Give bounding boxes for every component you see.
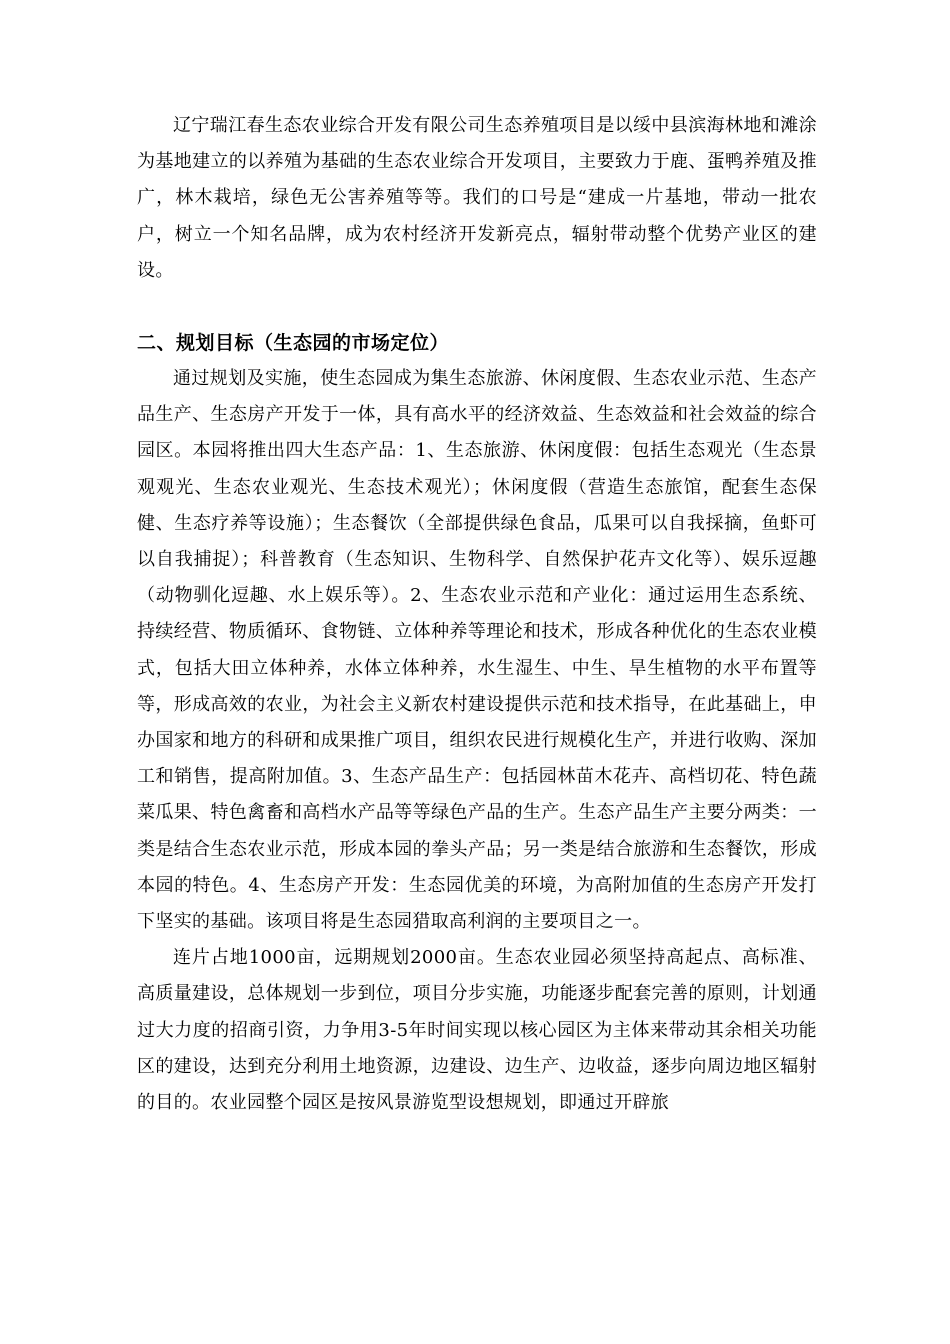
intro-paragraph: 辽宁瑞江春生态农业综合开发有限公司生态养殖项目是以绥中县滨海林地和滩涂为基地建立的以养殖为基础的生态农业综合开发项目，主要致力于鹿、蛋鸭养殖及推广，林木栽培，绿色无公害养殖等等。我们的口号是“建成一片基地，带动一批农户，树立一个知名品牌，成为农村经济开发新亮点，辐射带动整个优势产业区的建设。: [137, 115, 817, 281]
planning-goals-paragraph: 通过规划及实施，使生态园成为集生态旅游、休闲度假、生态农业示范、生态产品生产、生态房产开发于一体，具有高水平的经济效益、生态效益和社会效益的综合园区。本园将推出四大生态产品：1、生态旅游、休闲度假：包括生态观光（生态景观观光、生态农业观光、生态技术观光）；休闲度假（营造生态旅馆，配套生态保健、生态疗养等设施）；生态餐饮（全部提供绿色食品，瓜果可以自我採摘，鱼虾可以自我捕捉）；科普教育（生态知识、生物科学、自然保护花卉文化等）、娱乐逗趣（动物驯化逗趣、水上娱乐等）。2、生态农业示范和产业化：通过运用生态系统、持续经营、物质循环、食物链、立体种养等理论和技术，形成各种优化的生态农业模式，包括大田立体种养，水体立体种养，水生湿生、中生、旱生植物的水平布置等等，形成高效的农业，为社会主义新农村建设提供示范和技术指导，在此基础上，申办国家和地方的科研和成果推广项目，组织农民进行规模化生产，并进行收购、深加工和销售，提高附加值。3、生态产品生产：包括园林苗木花卉、高档切花、特色蔬菜瓜果、特色禽畜和高档水产品等等绿色产品的生产。生态产品生产主要分两类：一类是结合生态农业示范，形成本园的拳头产品；另一类是结合旅游和生态餐饮，形成本园的特色。4、生态房产开发：生态园优美的环境，为高附加值的生态房产开发打下坚实的基础。该项目将是生态园猎取高利润的主要项目之一。: [137, 368, 817, 933]
document-body: [137, 108, 817, 1121]
section-heading: 二、规划目标（生态园的市场定位）: [137, 332, 450, 355]
land-area-paragraph: 连片占地1000亩，远期规划2000亩。生态农业园必须坚持高起点、高标准、高质量建设，总体规划一步到位，项目分步实施，功能逐步配套完善的原则，计划通过大力度的招商引资，力争用3-5年时间实现以核心园区为主体来带动其余相关功能区的建设，达到充分利用土地资源，边建设、边生产、边收益，逐步向周边地区辐射的目的。农业园整个园区是按风景游览型设想规划，即通过开辟旅: [137, 947, 817, 1114]
